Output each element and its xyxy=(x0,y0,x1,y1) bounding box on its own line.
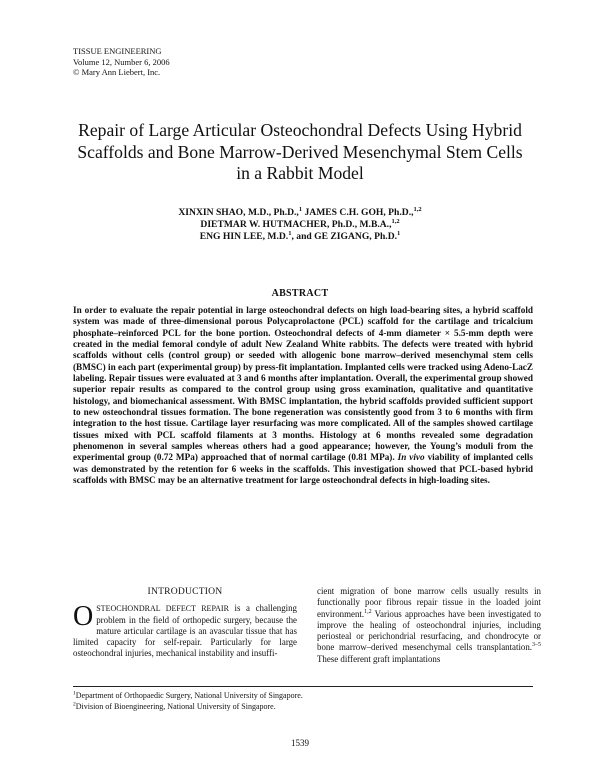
title-line: Repair of Large Articular Osteochondral Defects Using Hybrid xyxy=(78,120,522,140)
intro-left-column xyxy=(73,586,297,660)
affiliation-mark: 1,2 xyxy=(391,218,400,226)
author-line xyxy=(60,231,540,243)
footnote xyxy=(73,702,533,713)
author-zigang: , and GE ZIGANG, Ph.D. xyxy=(291,231,398,243)
title-line: in a Rabbit Model xyxy=(236,163,364,183)
affiliation-mark: 1 xyxy=(397,230,401,238)
affiliation-mark: 1,2 xyxy=(413,205,422,213)
author-hutmacher: DIETMAR W. HUTMACHER, Ph.D., M.B.A., xyxy=(200,219,392,231)
journal-copyright: © Mary Ann Liebert, Inc. xyxy=(73,67,161,77)
intro-right-text: These different graft implantations xyxy=(317,653,441,664)
author-list xyxy=(60,207,540,244)
abstract-heading: ABSTRACT xyxy=(271,288,329,299)
page-number: 1539 xyxy=(291,738,309,748)
footnotes xyxy=(73,686,533,712)
footnote-text: Division of Bioengineering, National University of Singapore. xyxy=(75,701,276,711)
intro-right-text: cient migration of bone marrow cells usually results in functionally poor fibrous repair tissue in the loaded joint environment. xyxy=(317,586,541,619)
journal-name: TISSUE ENGINEERING xyxy=(73,46,162,56)
affiliation-mark: 1 xyxy=(288,230,292,238)
title-line: Scaffolds and Bone Marrow-Derived Mesenchymal Stem Cells xyxy=(77,141,523,162)
author-line xyxy=(60,207,540,219)
abstract-in-vivo: In vivo xyxy=(397,452,425,463)
article-title xyxy=(40,120,560,185)
intro-left-text: is a challenging problem in the field of orthopedic surgery, because the mature articular cartilage is an avascular tissue that has limited capacity for self-repair. Particularly for large osteochondral injuries, mechanical instability and insuffi- xyxy=(73,603,297,659)
footnote-text: Department of Orthopaedic Surgery, National University of Singapore. xyxy=(75,691,303,700)
abstract-text: In order to evaluate the repair potential in large osteochondral defects on high load-bearing sites, a hybrid scaffold system was made of three-dimensional porous Polycaprolactone (PCL) scaffold for the cartilage and tricalcium phosphate–reinforced PCL for the bone portion. Osteochondral defects of 4-mm diameter × 5.5-mm depth were created in the medial femoral condyle of adult New Zealand White rabbits. The defects were treated with hybrid scaffolds without cells (control group) or seeded with allogenic bone marrow–derived mesenchymal stem cells (BMSC) in each part (experimental group) by press-fit implantation. Implanted cells were tracked using Adeno-LacZ labeling. Repair tissues were evaluated at 3 and 6 months after implantation. Overall, the experimental group showed superior repair results as compared to the control group using gross examination, qualitative and quantitative histology, and biomechanical assessment. With BMSC implantation, the hybrid scaffolds provided sufficient support to new osteochondral tissues formation. The bone regeneration was consistently good from 3 to 6 months with firm integration to the host tissue. Cartilage layer resurfacing was more complicated. All of the samples showed cartilage tissues mixed with PCL scaffold filaments at 3 months. Histology at 6 months revealed some degradation phenomenon in several samples whereas others had a good appearance; however, the Young’s moduli from the experimental group (0.72 MPa) approached that of normal cartilage (0.81 MPa). xyxy=(73,305,533,463)
affiliation-mark: 1 xyxy=(298,205,303,213)
author-goh: JAMES C.H. GOH, Ph.D., xyxy=(302,207,414,218)
author-shao: XINXIN SHAO, M.D., Ph.D., xyxy=(178,207,299,218)
footnote xyxy=(73,691,533,702)
intro-lead: STEOCHONDRAL DEFECT REPAIR xyxy=(96,604,229,614)
abstract-text-end: viability of implanted cells was demonstrated by the retention for 6 weeks in the scaffolds. This investigation showed that PCL-based hybrid scaffolds with BMSC may be an alternative treatment for large osteochondral defects in high-loading sites. xyxy=(73,452,533,486)
drop-cap: O xyxy=(73,601,94,633)
author-lee: ENG HIN LEE, M.D. xyxy=(199,231,289,243)
journal-info xyxy=(73,46,170,78)
author-line xyxy=(60,219,540,231)
intro-right-text: Various approaches have been investigated to improve the healing of osteochondral injuries, including periosteal or perichondrial resurfacing, and chondrocyte or bone marrow–derived mesenchymal cells transplantation. xyxy=(317,608,541,653)
intro-right-column xyxy=(317,586,541,665)
abstract-body xyxy=(73,305,533,487)
footnote-mark: 2 xyxy=(73,700,76,707)
journal-volume: Volume 12, Number 6, 2006 xyxy=(73,56,170,67)
citation-ref: 3–5 xyxy=(532,642,541,649)
introduction-heading: INTRODUCTION xyxy=(147,586,223,597)
citation-ref: 1,2 xyxy=(364,608,372,615)
footnote-mark: 1 xyxy=(73,690,76,697)
